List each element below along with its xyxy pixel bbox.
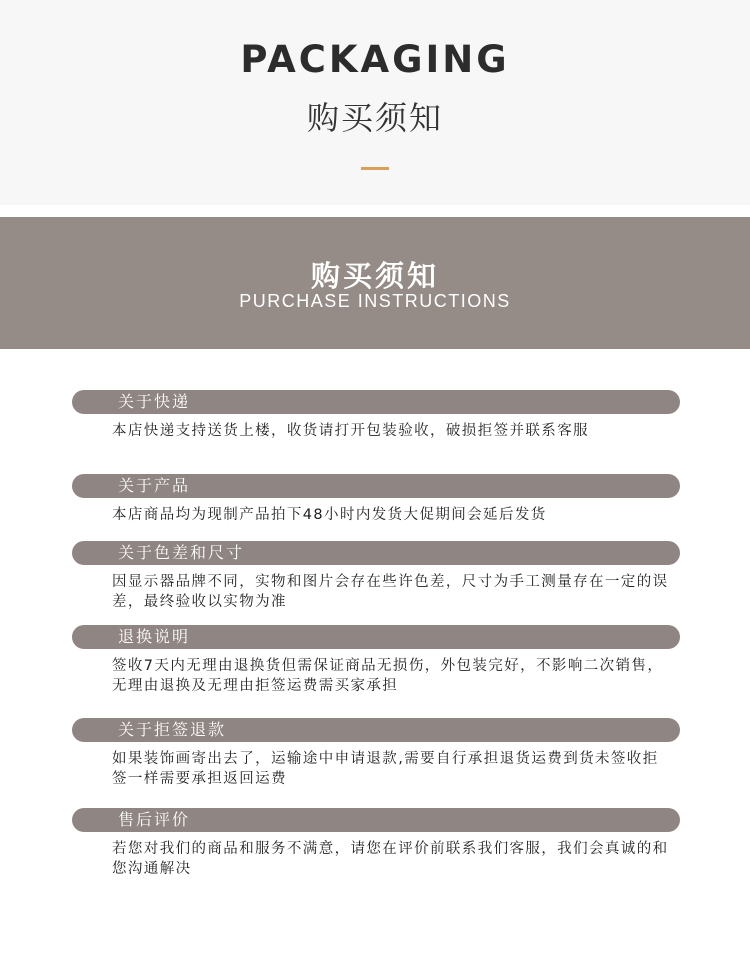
section-body: 签收7天内无理由退换货但需保证商品无损伤，外包装完好，不影响二次销售，无理由退换及无理由拒签运费需买家承担 (112, 658, 664, 694)
banner-title: 购买须知 (310, 259, 439, 293)
section-heading: 关于色差和尺寸 (72, 541, 680, 565)
section-refusal-refund (72, 718, 680, 789)
packaging-header (0, 0, 750, 205)
spacer (0, 205, 750, 217)
banner-subtitle: PURCHASE INSTRUCTIONS (239, 291, 511, 311)
section-heading: 售后评价 (72, 808, 680, 832)
section-body: 若您对我们的商品和服务不满意，请您在评价前联系我们客服，我们会真诚的和您沟通解决 (112, 841, 669, 877)
section-body: 本店商品均为现制产品拍下48小时内发货大促期间会延后发货 (112, 507, 547, 523)
section-heading: 退换说明 (72, 625, 680, 649)
packaging-title: PACKAGING (240, 38, 510, 81)
section-heading: 关于产品 (72, 474, 680, 498)
instructions-banner (0, 217, 750, 349)
packaging-subtitle: 购买须知 (306, 99, 443, 137)
section-heading: 关于拒签退款 (72, 718, 680, 742)
section-returns (72, 625, 680, 696)
section-product (72, 474, 680, 525)
section-body: 因显示器品牌不同，实物和图片会存在些许色差，尺寸为手工测量存在一定的误差，最终验收以实物为准 (112, 574, 669, 610)
section-body: 本店快递支持送货上楼，收货请打开包装验收，破损拒签并联系客服 (112, 423, 589, 439)
accent-divider (361, 167, 389, 170)
section-body: 如果装饰画寄出去了，运输途中申请退款,需要自行承担退货运费到货未签收拒签一样需要承担返回运费 (112, 751, 659, 787)
section-color-size (72, 541, 680, 612)
section-heading: 关于快递 (72, 390, 680, 414)
section-delivery (72, 390, 680, 441)
section-after-sales (72, 808, 680, 879)
